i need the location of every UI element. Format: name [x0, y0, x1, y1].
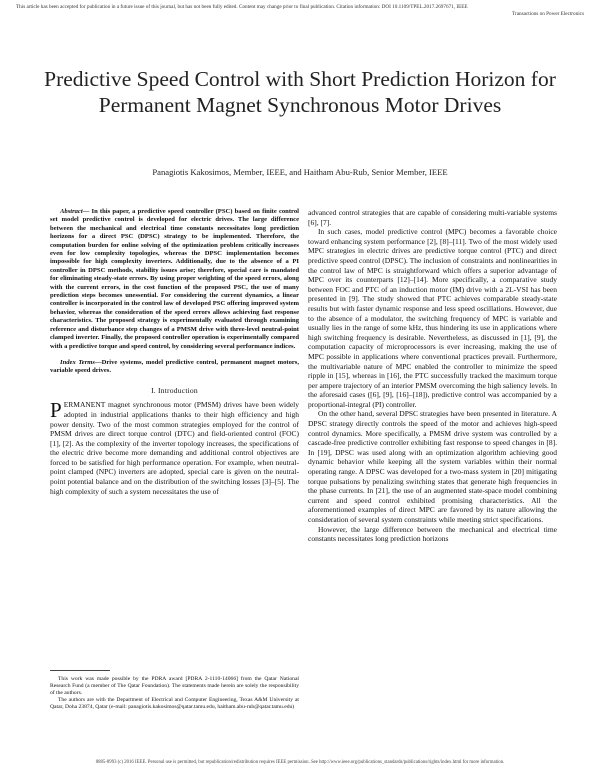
- right-paragraph-dpsc: On the other hand, several DPSC strategies have been presented in literature. A DPSC strategy directly controls the speed of the motor and achieves high-speed control dynamics. More specifically, a PMSM drive system was controlled by a cascade-free predictive controller exhibiting fast response to speed changes in [8]. In [19], DPSC was used along with an optimization algorithm achieving good dynamic behavior while keeping all the system variables within their normal operating range. A DPSC was developed for a two-mass system in [20] mitigating torque pulsations by penalizing switching states that generate high frequencies in the phase currents. In [21], the use of an augmented state-space model combining current and speed control exhibited promising characteristics. All the aforementioned examples of direct MPC are favored by its nature allowing the consideration of several system constraints while meeting strict specifications.: [308, 409, 557, 524]
- journal-notice: [16, 4, 584, 18]
- abstract: [50, 208, 299, 351]
- right-paragraph-continued: advanced control strategies that are capable of considering multi-variable systems [6], [7].: [308, 208, 557, 227]
- paper-title: Predictive Speed Control with Short Prediction Horizon for Permanent Magnet Synchronous Motor Drives: [44, 67, 556, 117]
- footnote-affiliation: The authors are with the Department of Electrical and Computer Engineering, Texas A&M University at Qatar, Doha 23874, Qatar (e-mail: panagiotis.kakosimos@qatar.tamu.edu, haitham.abu-rub@qatar.tamu.edu): [50, 697, 299, 710]
- abstract-label: Abstract: [60, 208, 83, 215]
- copyright-line: 0885-8993 (c) 2016 IEEE. Personal use is permitted, but republication/redistribution requires IEEE permission. See http://www.ieee.org/publications_standards/publications/rights/index.html for more information.: [95, 760, 505, 765]
- index-terms-label: Index Terms: [60, 358, 95, 366]
- journal-notice-line2: Transactions on Power Electronics: [512, 11, 584, 17]
- journal-notice-line1: This article has been accepted for publication in a future issue of this journal, but has not been fully edited. Content may change prior to final publication. Citation information: DOI 10.1109/TPEL.2017.2697671, IEEE: [16, 4, 468, 10]
- footnote-rule: [50, 670, 110, 671]
- footnote: [50, 676, 299, 711]
- abstract-text: — In this paper, a predictive speed controller (PSC) based on finite control set model predictive control is developed for electric drives. The large difference between the mechanical and electrical time constants necessitates long prediction horizons for a direct PSC (DPSC) strategy to be implemented. Therefore, the computation burden for online solving of the optimization problem critically increases even for low complexity topologies, whereas the DPSC implementation becomes impossible for high complexity inverters. Additionally, due to the absence of a PI controller in DPSC methods, stability issues arise; therefore, special care is mandated for eliminating steady-state errors. By using proper weighting of the speed errors, along with the current errors, in the cost function of the proposed PSC, the use of many prediction steps becomes unessential. For considering the current dynamics, a linear controller is incorporated in the control law of developed PSC offering improved system behavior, whereas the consideration of the speed errors allows achieving fast response characteristics. The proposed strategy is experimentally evaluated through examining reference and disturbance step changes of a PMSM drive with three-level neutral-point clamped inverter. Finally, the proposed controller operation is experimentally compared with a predictive torque and speed control, by considering several performance indices.: [50, 208, 299, 350]
- right-paragraph-mpc: In such cases, model predictive control (MPC) becomes a favorable choice toward enhancing system performance [2], [8]–[11]. Two of the most widely used MPC strategies in electric drives are predictive torque control (PTC) and direct predictive speed control (DPSC). The inclusion of constraints and nonlinearities in the control law of MPC is straightforward which offers a superior advantage of MPC over its counterparts [12]–[14]. More specifically, a comparative study between FOC and PTC of an induction motor (IM) drive with a 2L-VSI has been presented in [9]. The study showed that PTC achieves comparable steady-state results but with faster dynamic response and less speed oscillations. However, due to the absence of a modulator, the switching frequency of MPC is variable and usually lies in the range of some kHz, thus hindering its use in applications where high switching frequency is desirable. Nevertheless, as discussed in [1], [9], the computation capacity of microprocessors is ever increasing, making the use of MPC possible in applications where conventional practices prevail. Furthermore, the multivariable nature of MPC enabled the controller to minimize the speed ripple in [15], whereas in [16], the PTC successfully tracked the maximum torque per ampere trajectory of an interior PMSM overcoming the high saliency levels. In the aforesaid cases ([6], [9], [16]–[18]), predictive control was accompanied by a proportional-integral (PI) controller.: [308, 227, 557, 409]
- drop-cap: P: [50, 398, 62, 423]
- author-line: Panagiotis Kakosimos, Member, IEEE, and Haitham Abu-Rub, Senior Member, IEEE: [152, 167, 448, 177]
- left-column: [50, 208, 299, 496]
- intro-paragraph-text: ERMANENT magnet synchronous motor (PMSM) drives have been widely adopted in industrial applications thanks to their high efficiency and high power density. Two of the most common strategies employed for the control of PMSM drives are direct torque control (DTC) and field-oriented control (FOC) [1], [2]. As the complexity of the inverter topology increases, the specifications of the electric drive become more demanding and additional control objectives are forced to be satisfied for high performance operation. For example, when neutral-point clamped (NPC) inverters are adopted, special care is given on the neutral-point potential balance and on the distribution of the switching losses [3]–[5]. The high complexity of such a system necessitates the use of: [50, 400, 299, 496]
- footnote-funding: This work was made possible by the PDRA award [PDRA 2-1110-14066] from the Qatar National Research Fund (a member of The Qatar Foundation). The statements made herein are solely the responsibility of the authors.: [50, 676, 299, 696]
- right-paragraph-horizon: However, the large difference between the mechanical and electrical time constants necessitates long prediction horizons: [308, 524, 557, 544]
- intro-paragraph: [50, 400, 299, 496]
- section-heading-introduction: I. Introduction: [151, 385, 198, 395]
- index-terms: [50, 359, 299, 376]
- right-column: [308, 208, 557, 544]
- index-terms-text: —Drive systems, model predictive control, permanent magnet motors, variable speed drives.: [50, 358, 300, 375]
